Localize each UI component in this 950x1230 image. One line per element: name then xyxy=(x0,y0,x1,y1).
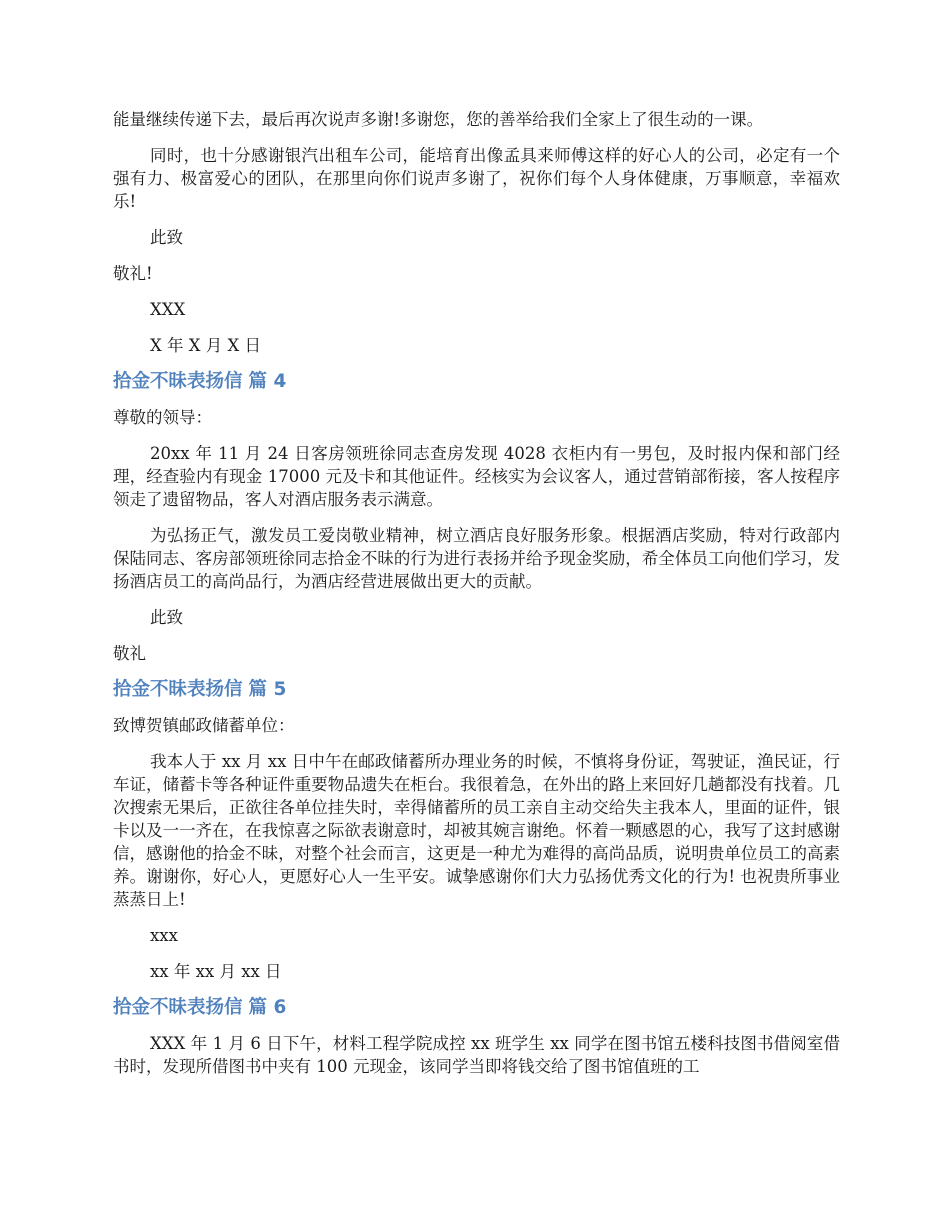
section-heading-number: 篇 5 xyxy=(248,679,287,700)
document-page xyxy=(113,108,840,1091)
paragraph: xxx xyxy=(150,926,178,945)
paragraph: XXX 年 1 月 6 日下午，材料工程学院成控 xx 班学生 xx 同学在图书馆五楼科技图书借阅室借书时，发现所借图书中夹有 100 元现金，该同学当即将钱交给了图书馆值班的工 xyxy=(113,1034,840,1076)
section-heading xyxy=(113,996,840,1020)
paragraph: 为弘扬正气，激发员工爱岗敬业精神，树立酒店良好服务形象。根据酒店奖励，特对行政部内保陆同志、客房部领班徐同志拾金不昧的行为进行表扬并给予现金奖励，希全体员工向他们学习，发扬酒店员工的高尚品行，为酒店经营进展做出更大的贡献。 xyxy=(113,526,840,591)
section-heading-title: 拾金不昧表扬信 xyxy=(113,371,243,392)
section-heading-title: 拾金不昧表扬信 xyxy=(113,679,243,700)
paragraph: 此致 xyxy=(150,608,183,627)
paragraph: 此致 xyxy=(150,228,183,247)
paragraph: XXX xyxy=(150,300,186,319)
section-heading xyxy=(113,678,840,702)
paragraph: 20xx 年 11 月 24 日客房领班徐同志查房发现 4028 衣柜内有一男包，及时报内保和部门经理，经查验内有现金 17000 元及卡和其他证件。经核实为会议客人，通过营销部衔接，客人按程序领走了遗留物品，客人对酒店服务表示满意。 xyxy=(113,444,840,509)
paragraph: 我本人于 xx 月 xx 日中午在邮政储蓄所办理业务的时候，不慎将身份证，驾驶证，渔民证，行车证，储蓄卡等各种证件重要物品遗失在柜台。我很着急，在外出的路上来回好几趟都没有找着。几次搜索无果后，正欲往各单位挂失时，幸得储蓄所的员工亲自主动交给失主我本人，里面的证件，银卡以及一一齐在，在我惊喜之际欲表谢意时，却被其婉言谢绝。怀着一颗感恩的心，我写了这封感谢信，感谢他的拾金不昧，对整个社会而言，这更是一种尤为难得的高尚品质，说明贵单位员工的高素养。谢谢你，好心人，更愿好心人一生平安。诚挚感谢你们大力弘扬优秀文化的行为! 也祝贵所事业蒸蒸日上! xyxy=(113,752,840,909)
section-heading xyxy=(113,370,840,394)
section-heading-number: 篇 4 xyxy=(248,371,287,392)
section-heading-number: 篇 6 xyxy=(248,997,287,1018)
paragraph: 尊敬的领导： xyxy=(113,408,212,427)
paragraph: 敬礼! xyxy=(113,264,153,283)
paragraph: X 年 X 月 X 日 xyxy=(150,336,261,355)
paragraph: xx 年 xx 月 xx 日 xyxy=(150,962,282,981)
paragraph: 同时，也十分感谢银汽出租车公司，能培育出像孟具来师傅这样的好心人的公司，必定有一个强有力、极富爱心的团队，在那里向你们说声多谢了，祝你们每个人身体健康，万事顺意，幸福欢乐! xyxy=(113,146,840,211)
paragraph: 敬礼 xyxy=(113,644,146,663)
section-heading-title: 拾金不昧表扬信 xyxy=(113,997,243,1018)
paragraph: 能量继续传递下去，最后再次说声多谢!多谢您，您的善举给我们全家上了很生动的一课。 xyxy=(113,110,764,129)
paragraph: 致博贺镇邮政储蓄单位： xyxy=(113,716,295,735)
